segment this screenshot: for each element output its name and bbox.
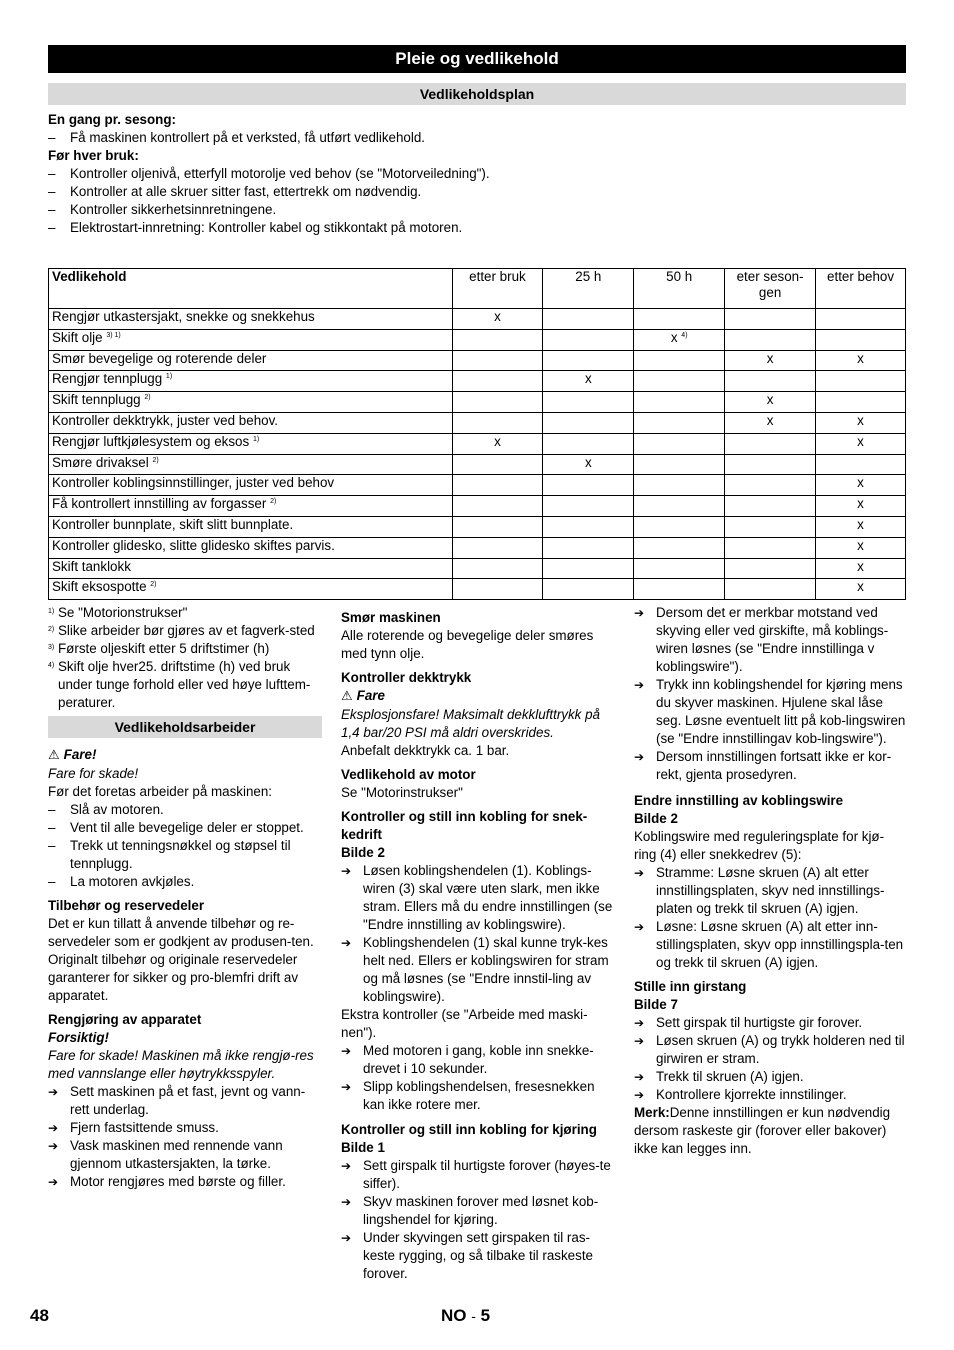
- interval-cell: [634, 579, 725, 600]
- task-cell: Skift eksospotte $^{2)}$: [49, 579, 453, 600]
- header-cell: etter bruk: [452, 269, 543, 309]
- table-row: [49, 433, 906, 454]
- table-row: [49, 579, 906, 600]
- interval-cell: x: [816, 516, 906, 537]
- cleaning-heading: Rengjøring av apparatet: [48, 1012, 202, 1027]
- list-item: – Slå av motoren.: [48, 801, 322, 819]
- interval-cell: [725, 496, 816, 517]
- table-row: [49, 537, 906, 558]
- list-item: ➔ Løsen skruen (A) og trykk holderen ned til girwiren er stram.: [634, 1032, 906, 1068]
- interval-cell: [634, 516, 725, 537]
- interval-cell: [634, 454, 725, 475]
- table-row: [49, 392, 906, 413]
- interval-cell: [634, 412, 725, 433]
- list-item: ➔ Trekk til skruen (A) igjen.: [634, 1068, 906, 1086]
- list-item: ➔ Sett maskinen på et fast, jevnt og vann-rett underlag.: [48, 1083, 322, 1119]
- interval-cell: x: [543, 454, 634, 475]
- list-item: – La motoren avkjøles.: [48, 873, 322, 891]
- list-item: ➔ Stramme: Løsne skruen (A) alt etter innstillingsplaten, skyv ned innstillings-platen og trekk til skruen (A) igjen.: [634, 864, 906, 918]
- list-item: – Trekk ut tenningsnøkkel og støpsel til tennplugg.: [48, 837, 322, 873]
- list-item: ➔ Motor rengjøres med børste og filler.: [48, 1173, 322, 1191]
- interval-cell: x: [816, 412, 906, 433]
- list-item: ➔ Skyv maskinen forover med løsnet kob-lingshendel for kjøring.: [341, 1193, 615, 1229]
- table-row: [49, 412, 906, 433]
- interval-cell: [816, 392, 906, 413]
- maintenance-plan-intro: [48, 111, 906, 237]
- section-title: Vedlikeholdsplan: [48, 83, 906, 105]
- task-cell: Smør bevegelige og roterende deler: [49, 350, 453, 371]
- before-use-item: – Kontroller at alle skruer sitter fast, ettertrekk om nødvendig.: [48, 183, 906, 201]
- list-item: ➔ Dersom innstillingen fortsatt ikke er kor-rekt, gjenta prosedyren.: [634, 748, 906, 784]
- footnote: 3) Første oljeskift etter 5 driftstimer (h): [48, 641, 270, 656]
- interval-cell: [543, 433, 634, 454]
- interval-cell: [452, 412, 543, 433]
- task-cell: Rengjør tennplugg $^{1)}$: [49, 371, 453, 392]
- before-work-text: Før det foretas arbeider på maskinen:: [48, 784, 273, 799]
- interval-cell: x $^{4)}$: [634, 329, 725, 350]
- table-row: [49, 496, 906, 517]
- interval-cell: [725, 475, 816, 496]
- task-cell: Smøre drivaksel $^{2)}$: [49, 454, 453, 475]
- maintenance-work-heading: Vedlikeholdsarbeider: [48, 716, 322, 738]
- interval-cell: x: [452, 433, 543, 454]
- page-number: 48: [30, 1306, 49, 1325]
- danger-label: ⚠ Fare: [341, 688, 385, 704]
- table-header-row: [49, 269, 906, 309]
- interval-cell: [725, 433, 816, 454]
- interval-cell: [725, 537, 816, 558]
- list-item: ➔ Vask maskinen med rennende vann gjennom utkastersjakten, la tørke.: [48, 1137, 322, 1173]
- auger-clutch-heading: Kontroller og still inn kobling for snek-kedrift: [341, 809, 588, 842]
- table-row: [49, 350, 906, 371]
- tire-danger-text: Eksplosjonsfare! Maksimalt dekklufttrykk på 1,4 bar/20 PSI må aldri overskrides.: [341, 707, 600, 740]
- tire-heading: Kontroller dekktrykk: [341, 670, 472, 685]
- interval-cell: x: [725, 350, 816, 371]
- table-row: [49, 454, 906, 475]
- interval-cell: [634, 309, 725, 330]
- tire-recommendation: Anbefalt dekktrykk ca. 1 bar.: [341, 743, 510, 758]
- interval-cell: [452, 371, 543, 392]
- interval-cell: [543, 558, 634, 579]
- interval-cell: [725, 454, 816, 475]
- interval-cell: [634, 371, 725, 392]
- caution-label: Forsiktig!: [48, 1030, 110, 1045]
- interval-cell: [452, 392, 543, 413]
- interval-cell: [452, 454, 543, 475]
- table-row: [49, 309, 906, 330]
- list-item: ➔ Sett girspalk til hurtigste forover (høyes-te siffer).: [341, 1157, 615, 1193]
- list-item: ➔ Kontrollere kjorrekte innstilinger.: [634, 1086, 906, 1104]
- interval-cell: [452, 579, 543, 600]
- lube-heading: Smør maskinen: [341, 610, 441, 625]
- task-cell: Kontroller koblingsinnstillinger, juster ved behov: [49, 475, 453, 496]
- interval-cell: [543, 309, 634, 330]
- column-middle: [341, 604, 615, 1283]
- list-item: ➔ Trykk inn koblingshendel for kjøring mens du skyver maskinen. Hjulene skal låse seg. Løsne eventuelt litt på kob-lingswiren (se "Endre innstillingav kob-lingswire").: [634, 676, 906, 748]
- interval-cell: x: [816, 350, 906, 371]
- list-item: ➔ Koblingshendelen (1) skal kunne tryk-kes helt ned. Ellers er koblingswiren for stram og må løsnes (se "Endre innstil-ling av koblingswire).: [341, 934, 615, 1006]
- before-use-item: – Elektrostart-innretning: Kontroller kabel og stikkontakt på motoren.: [48, 219, 906, 237]
- interval-cell: [543, 350, 634, 371]
- interval-cell: [543, 496, 634, 517]
- before-use-item: – Kontroller oljenivå, etterfyll motorolje ved behov (se "Motorveiledning").: [48, 165, 906, 183]
- before-use-item: – Kontroller sikkerhetsinnretningene.: [48, 201, 906, 219]
- interval-cell: x: [452, 309, 543, 330]
- header-cell: eter seson-gen: [725, 269, 816, 309]
- table-row: [49, 475, 906, 496]
- interval-cell: [725, 371, 816, 392]
- header-cell: etter behov: [816, 269, 906, 309]
- interval-cell: x: [816, 475, 906, 496]
- lube-text: Alle roterende og bevegelige deler smøres med tynn olje.: [341, 628, 594, 661]
- header-cell: 50 h: [634, 269, 725, 309]
- interval-cell: [543, 516, 634, 537]
- task-cell: Skift tanklokk: [49, 558, 453, 579]
- language-page-ref: NO - 5: [441, 1306, 491, 1325]
- list-item: ➔ Dersom det er merkbar motstand ved skyving eller ved girskifte, må koblings-wiren løsnes (se "Endre innstillinga v koblingswire").: [634, 604, 906, 676]
- list-item: ➔ Fjern fastsittende smuss.: [48, 1119, 322, 1137]
- table-row: [49, 329, 906, 350]
- interval-cell: [816, 309, 906, 330]
- interval-cell: [725, 558, 816, 579]
- interval-cell: [452, 329, 543, 350]
- accessories-heading: Tilbehør og reservedeler: [48, 898, 205, 913]
- figure-ref: Bilde 2: [634, 811, 678, 826]
- motor-text: Se "Motorinstrukser": [341, 785, 463, 800]
- task-cell: Rengjør luftkjølesystem og eksos $^{1)}$: [49, 433, 453, 454]
- header-cell: Vedlikehold: [49, 269, 453, 309]
- interval-cell: [816, 454, 906, 475]
- interval-cell: [725, 579, 816, 600]
- interval-cell: x: [725, 392, 816, 413]
- figure-ref: Bilde 2: [341, 845, 385, 860]
- list-item: ➔ Sett girspak til hurtigste gir forover.: [634, 1014, 906, 1032]
- season-heading: En gang pr. sesong:: [48, 112, 176, 127]
- interval-cell: [725, 516, 816, 537]
- maintenance-table: [48, 268, 906, 600]
- motor-heading: Vedlikehold av motor: [341, 767, 476, 782]
- extra-checks-text: Ekstra kontroller (se "Arbeide med maski-nen").: [341, 1007, 588, 1040]
- interval-cell: [452, 475, 543, 496]
- interval-cell: x: [543, 371, 634, 392]
- list-item: – Vent til alle bevegelige deler er stoppet.: [48, 819, 322, 837]
- interval-cell: x: [816, 537, 906, 558]
- interval-cell: [452, 350, 543, 371]
- column-right: [634, 604, 906, 1158]
- table-row: [49, 516, 906, 537]
- footnote: 4) Skift olje hver25. driftstime (h) ved bruk under tunge forhold eller ved høye lufttem-peraturer.: [48, 659, 311, 710]
- danger-label: ⚠ Fare!: [48, 747, 97, 763]
- interval-cell: [725, 309, 816, 330]
- interval-cell: x: [816, 433, 906, 454]
- interval-cell: [543, 412, 634, 433]
- interval-cell: [543, 579, 634, 600]
- task-cell: Rengjør utkastersjakt, snekke og snekkehus: [49, 309, 453, 330]
- interval-cell: [634, 350, 725, 371]
- footnote: 1) Se "Motorionstrukser": [48, 605, 188, 620]
- table-row: [49, 371, 906, 392]
- page-title: Pleie og vedlikehold: [48, 45, 906, 73]
- accessories-text: Det er kun tillatt å anvende tilbehør og re-servedeler som er godkjent av produsen-ten. Originalt tilbehør og originale reservedeler garanterer for sikker og pro-blemfri drift av apparatet.: [48, 916, 314, 1003]
- warning-triangle-icon: ⚠: [341, 689, 353, 704]
- interval-cell: [452, 558, 543, 579]
- list-item: ➔ Slipp koblingshendelsen, fresesnekken kan ikke rotere mer.: [341, 1078, 615, 1114]
- list-item: ➔ Under skyvingen sett girspaken til ras-keste rygging, og så tilbake til raskeste forover.: [341, 1229, 615, 1283]
- figure-ref: Bilde 1: [341, 1140, 385, 1155]
- task-cell: Skift tennplugg $^{2)}$: [49, 392, 453, 413]
- column-left: [48, 604, 322, 1191]
- interval-cell: [452, 516, 543, 537]
- interval-cell: [634, 392, 725, 413]
- task-cell: Skift olje $^{3) 1)}$: [49, 329, 453, 350]
- interval-cell: x: [816, 496, 906, 517]
- interval-cell: [452, 496, 543, 517]
- task-cell: Kontroller dekktrykk, juster ved behov.: [49, 412, 453, 433]
- task-cell: Kontroller glidesko, slitte glidesko skiftes parvis.: [49, 537, 453, 558]
- note: Merk:Denne innstillingen er kun nødvendig dersom raskeste gir (forover eller bakover) ikke kan legges inn.: [634, 1105, 891, 1156]
- header-cell: 25 h: [543, 269, 634, 309]
- table-row: [49, 558, 906, 579]
- wire-text: Koblingswire med reguleringsplate for kjø-ring (4) eller snekkedrev (5):: [634, 829, 885, 862]
- warning-triangle-icon: ⚠: [48, 748, 60, 763]
- caution-text: Fare for skade! Maskinen må ikke rengjø-res med vannslange eller høytrykksspyler.: [48, 1048, 314, 1081]
- before-use-heading: Før hver bruk:: [48, 148, 139, 163]
- interval-cell: [725, 329, 816, 350]
- interval-cell: [634, 537, 725, 558]
- interval-cell: [634, 496, 725, 517]
- interval-cell: x: [725, 412, 816, 433]
- figure-ref: Bilde 7: [634, 997, 678, 1012]
- task-cell: Kontroller bunnplate, skift slitt bunnplate.: [49, 516, 453, 537]
- interval-cell: [816, 371, 906, 392]
- list-item: ➔ Løsen koblingshendelen (1). Koblings-wiren (3) skal være uten slark, men ikke stram. Ellers må du endre innstillingen (se "Endre innstilling av koblingswire).: [341, 862, 615, 934]
- interval-cell: [634, 433, 725, 454]
- interval-cell: x: [816, 558, 906, 579]
- danger-text: Fare for skade!: [48, 766, 139, 781]
- wire-adjust-heading: Endre innstilling av koblingswire: [634, 793, 844, 808]
- interval-cell: [543, 329, 634, 350]
- drive-clutch-heading: Kontroller og still inn kobling for kjøring: [341, 1122, 597, 1137]
- list-item: ➔ Løsne: Løsne skruen (A) alt etter inn-stillingsplaten, skyv opp innstillingspla-ten og trekk til skruen (A) igjen.: [634, 918, 906, 972]
- interval-cell: [634, 558, 725, 579]
- interval-cell: [543, 475, 634, 496]
- task-cell: Få kontrollert innstilling av forgasser $^{2)}$: [49, 496, 453, 517]
- interval-cell: [634, 475, 725, 496]
- season-item: – Få maskinen kontrollert på et verksted, få utført vedlikehold.: [48, 129, 906, 147]
- interval-cell: [452, 537, 543, 558]
- footnote: 2) Slike arbeider bør gjøres av et fagverk-sted: [48, 623, 315, 638]
- interval-cell: x: [816, 579, 906, 600]
- interval-cell: [816, 329, 906, 350]
- interval-cell: [543, 537, 634, 558]
- list-item: ➔ Med motoren i gang, koble inn snekke-drevet i 10 sekunder.: [341, 1042, 615, 1078]
- gear-heading: Stille inn girstang: [634, 979, 747, 994]
- interval-cell: [543, 392, 634, 413]
